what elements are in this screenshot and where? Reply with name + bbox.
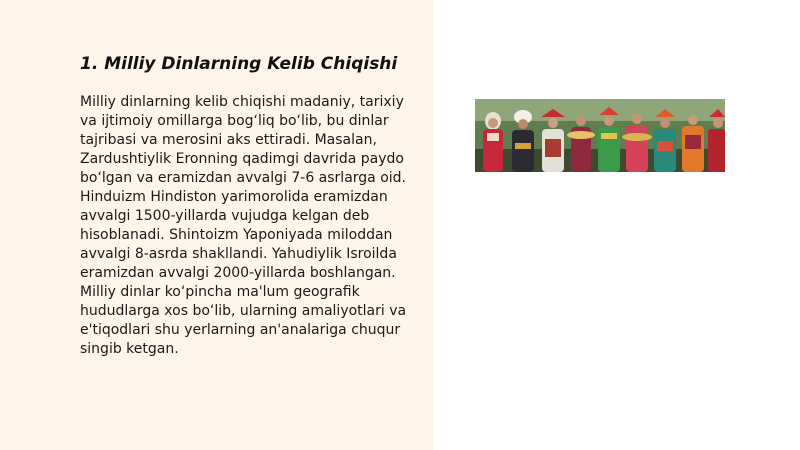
slide-body-text: Milliy dinlarning kelib chiqishi madaniy, tarixiy va ijtimoiy omillarga bog‘liq bo‘lib, bu dinlar tajribasi va merosini aks ettiradi. Masalan, Zardushtiylik Eronning qadimgi davrida paydo bo‘lgan va eramizdan avvalgi 7-6 asrlarga oid. Hinduizm Hindiston yarimorolida eramizdan avvalgi 1500-yillarda vujudga kelgan deb hisoblanadi. Shintoizm Yaponiyada miloddan avvalgi 8-asrda shakllandi. Yahudiylik Isroilda eramizdan avvalgi 2000-yillarda boshlangan. Milliy dinlar ko‘pincha ma'lum geografik hududlarga xos bo‘lib, ularning amaliyotlari va e'tiqodlari shu yerlarning an'analariga chuqur singib ketgan.: [80, 94, 407, 357]
people-in-traditional-costumes-photo: [475, 99, 725, 172]
slide-title: 1. Milliy Dinlarning Kelib Chiqishi: [80, 54, 398, 74]
